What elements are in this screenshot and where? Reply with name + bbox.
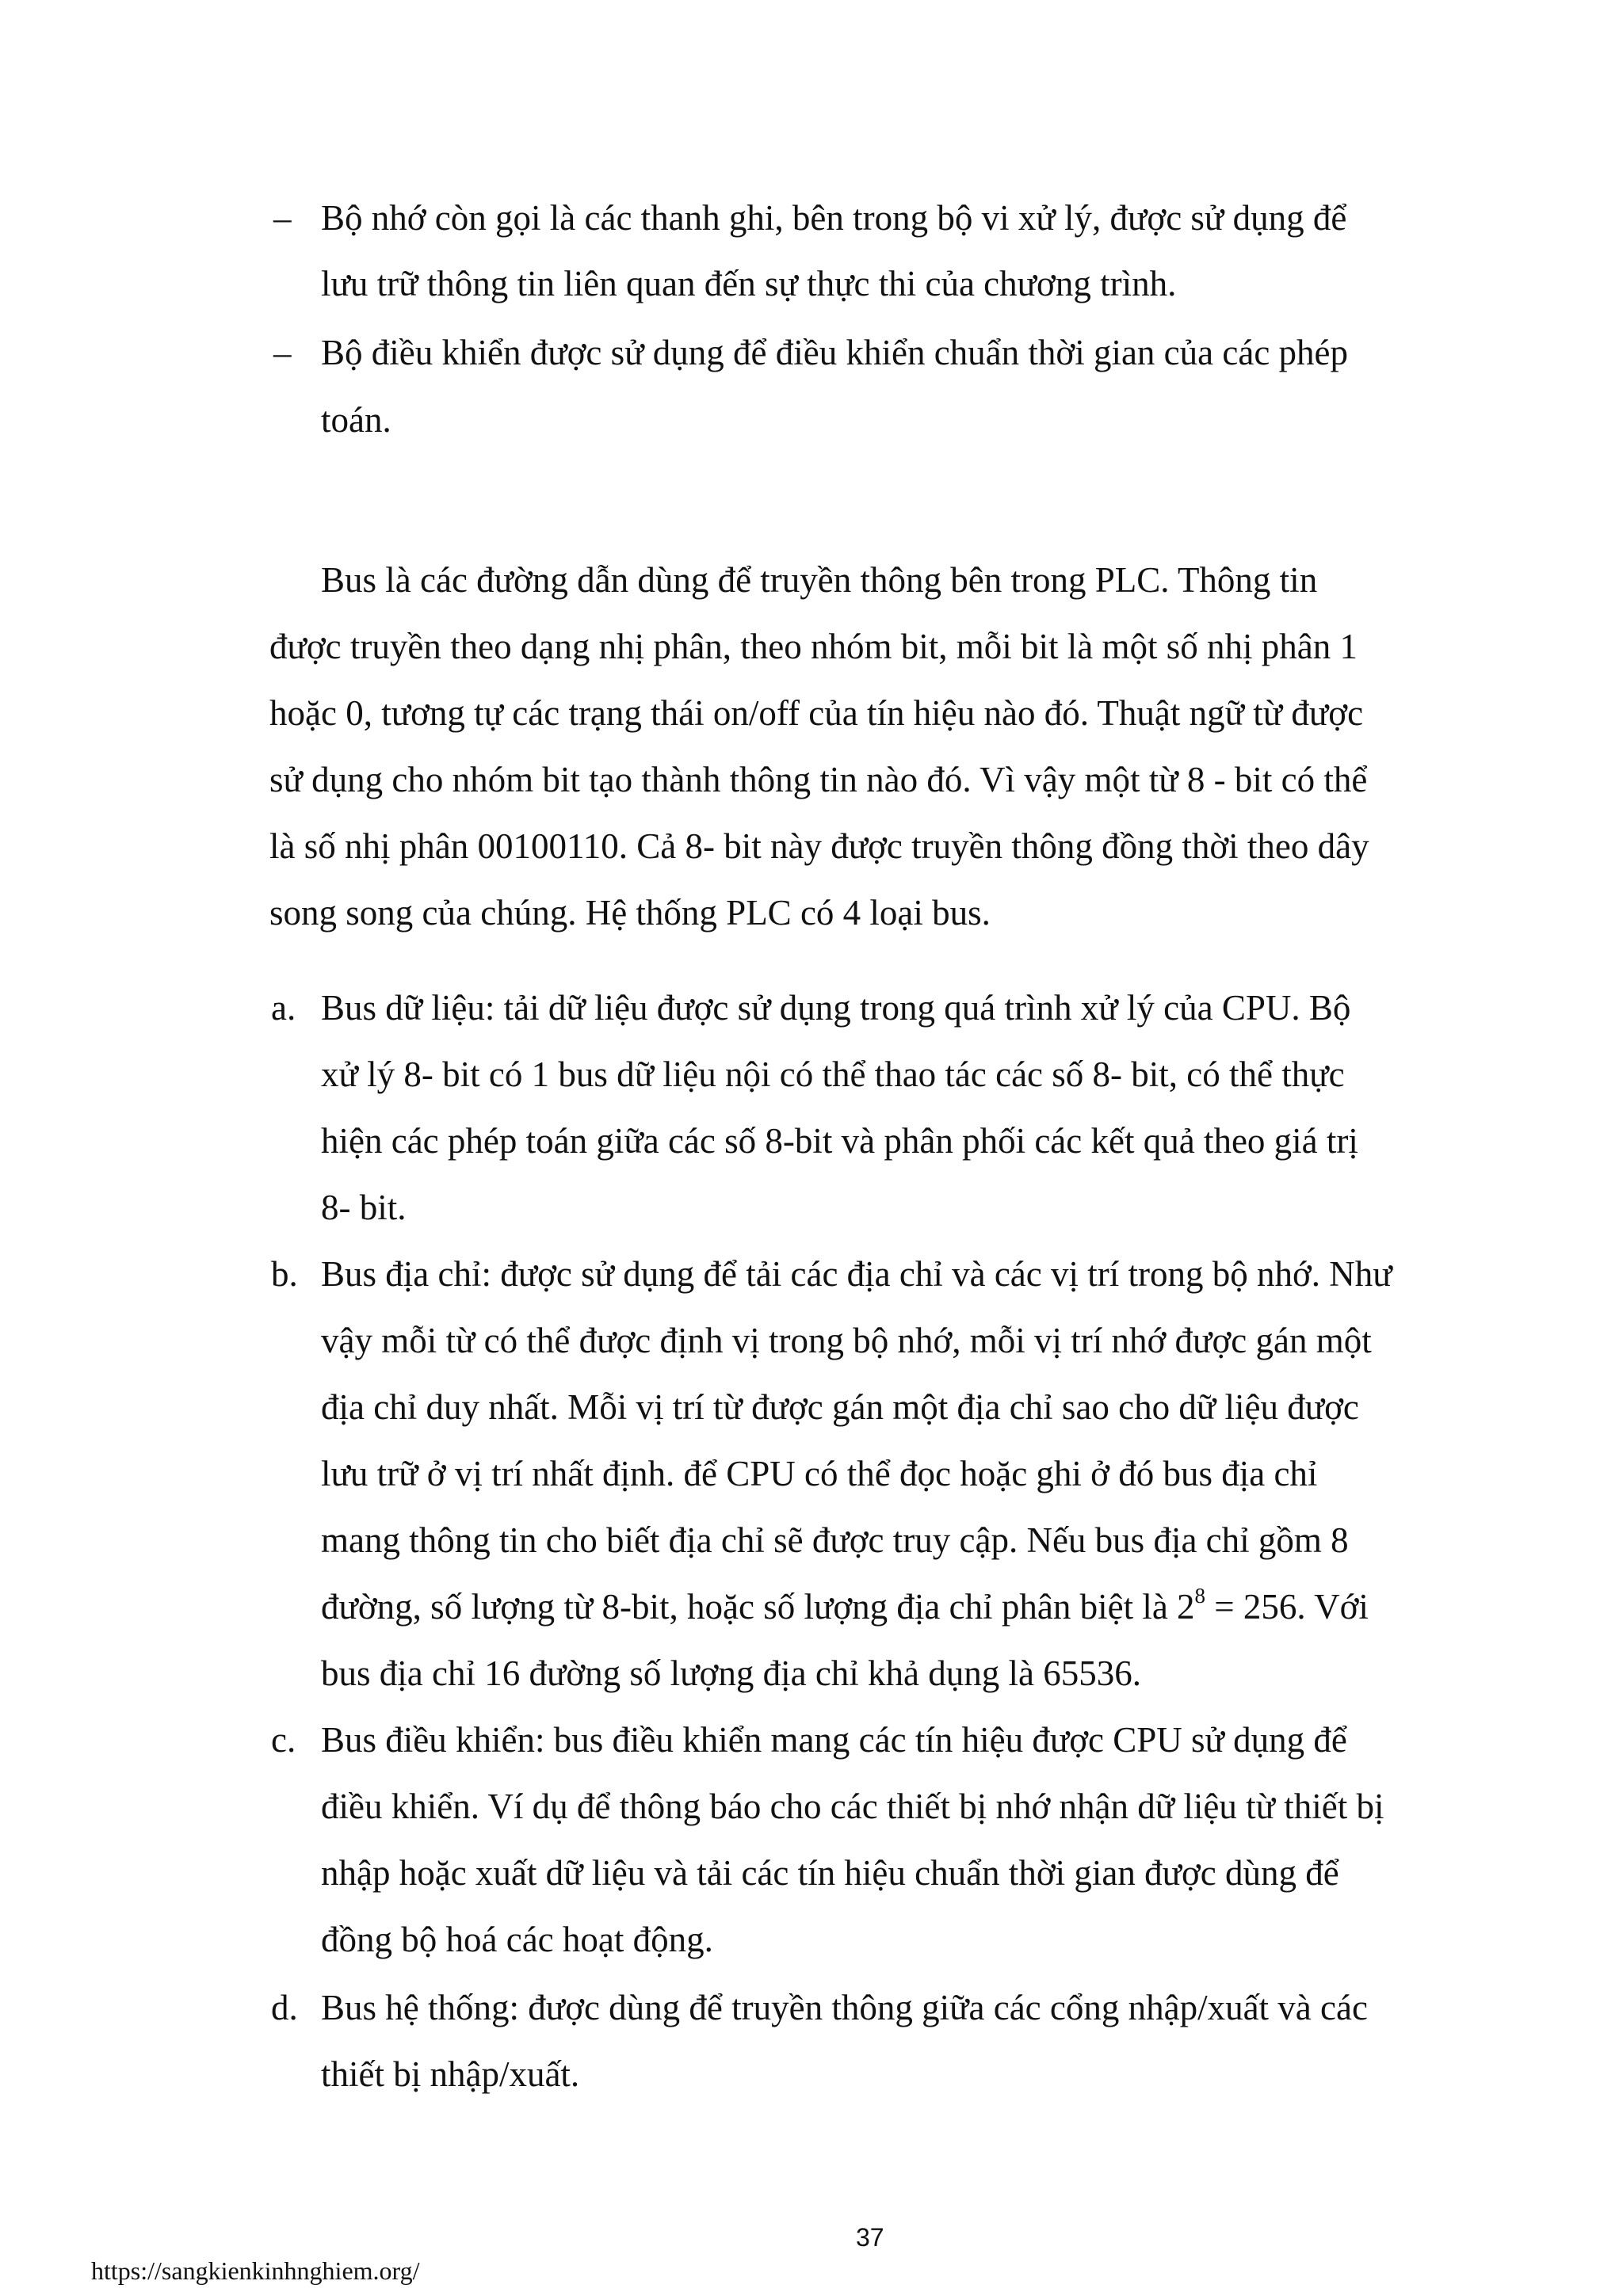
list-line: Bus địa chỉ: được sử dụng để tải các địa chỉ và các vị trí trong bộ nhớ. Như <box>321 1254 1392 1294</box>
list-line: hiện các phép toán giữa các số 8-bit và phân phối các kết quả theo giá trị <box>321 1121 1358 1161</box>
paragraph-line: song song của chúng. Hệ thống PLC có 4 loại bus. <box>269 893 991 933</box>
list-line: Bus dữ liệu: tải dữ liệu được sử dụng trong quá trình xử lý của CPU. Bộ <box>321 988 1351 1028</box>
list-line: Bus hệ thống: được dùng để truyền thông giữa các cổng nhập/xuất và các <box>321 1988 1368 2027</box>
list-line: điều khiển. Ví dụ để thông báo cho các thiết bị nhớ nhận dữ liệu từ thiết bị <box>321 1787 1384 1826</box>
bullet-line: lưu trữ thông tin liên quan đến sự thực thi của chương trình. <box>321 264 1177 303</box>
bullet-line: Bộ nhớ còn gọi là các thanh ghi, bên trong bộ vi xử lý, được sử dụng để <box>321 198 1347 238</box>
list-line: mang thông tin cho biết địa chỉ sẽ được truy cập. Nếu bus địa chỉ gồm 8 <box>321 1520 1349 1560</box>
list-line: đồng bộ hoá các hoạt động. <box>321 1920 713 1959</box>
list-line: lưu trữ ở vị trí nhất định. để CPU có thể đọc hoặc ghi ở đó bus địa chỉ <box>321 1454 1318 1493</box>
list-line: nhập hoặc xuất dữ liệu và tải các tín hiệu chuẩn thời gian được dùng để <box>321 1853 1339 1893</box>
bullet-line: Bộ điều khiển được sử dụng để điều khiển chuẩn thời gian của các phép <box>321 333 1349 372</box>
paragraph-line: được truyền theo dạng nhị phân, theo nhóm bit, mỗi bit là một số nhị phân 1 <box>269 627 1358 666</box>
footer-url-link[interactable]: https://sangkienkinhnghiem.org/ <box>91 2256 420 2285</box>
list-marker: c. <box>271 1720 296 1760</box>
list-line: thiết bị nhập/xuất. <box>321 2054 580 2094</box>
list-line: xử lý 8- bit có 1 bus dữ liệu nội có thể thao tác các số 8- bit, có thể thực <box>321 1055 1345 1094</box>
list-line: bus địa chỉ 16 đường số lượng địa chỉ khả dụng là 65536. <box>321 1653 1141 1693</box>
formula-line <box>321 1584 1369 1627</box>
list-marker: d. <box>271 1988 298 2027</box>
formula-text-before: đường, số lượng từ 8-bit, hoặc số lượng địa chỉ phân biệt là 2 <box>321 1587 1195 1627</box>
list-line: 8- bit. <box>321 1188 407 1227</box>
formula-exponent: 8 <box>1194 1584 1206 1608</box>
list-line: Bus điều khiển: bus điều khiển mang các tín hiệu được CPU sử dụng để <box>321 1720 1347 1760</box>
bullet-line: toán. <box>321 400 391 440</box>
bullet-dash: – <box>273 198 292 238</box>
bullet-dash: – <box>273 333 292 372</box>
paragraph-line: hoặc 0, tương tự các trạng thái on/off của tín hiệu nào đó. Thuật ngữ từ được <box>269 693 1364 733</box>
paragraph-line: là số nhị phân 00100110. Cả 8- bit này được truyền thông đồng thời theo dây <box>269 826 1369 866</box>
list-line: vậy mỗi từ có thể được định vị trong bộ nhớ, mỗi vị trí nhớ được gán một <box>321 1321 1372 1360</box>
formula-text-after: = 256. Với <box>1205 1587 1369 1627</box>
page-number: 37 <box>856 2223 884 2252</box>
list-marker: b. <box>271 1254 298 1294</box>
paragraph-line: sử dụng cho nhóm bit tạo thành thông tin nào đó. Vì vậy một từ 8 - bit có thể <box>269 760 1368 799</box>
paragraph-line: Bus là các đường dẫn dùng để truyền thông bên trong PLC. Thông tin <box>321 560 1318 600</box>
list-line: địa chỉ duy nhất. Mỗi vị trí từ được gán một địa chỉ sao cho dữ liệu được <box>321 1387 1359 1427</box>
list-marker: a. <box>271 988 296 1028</box>
